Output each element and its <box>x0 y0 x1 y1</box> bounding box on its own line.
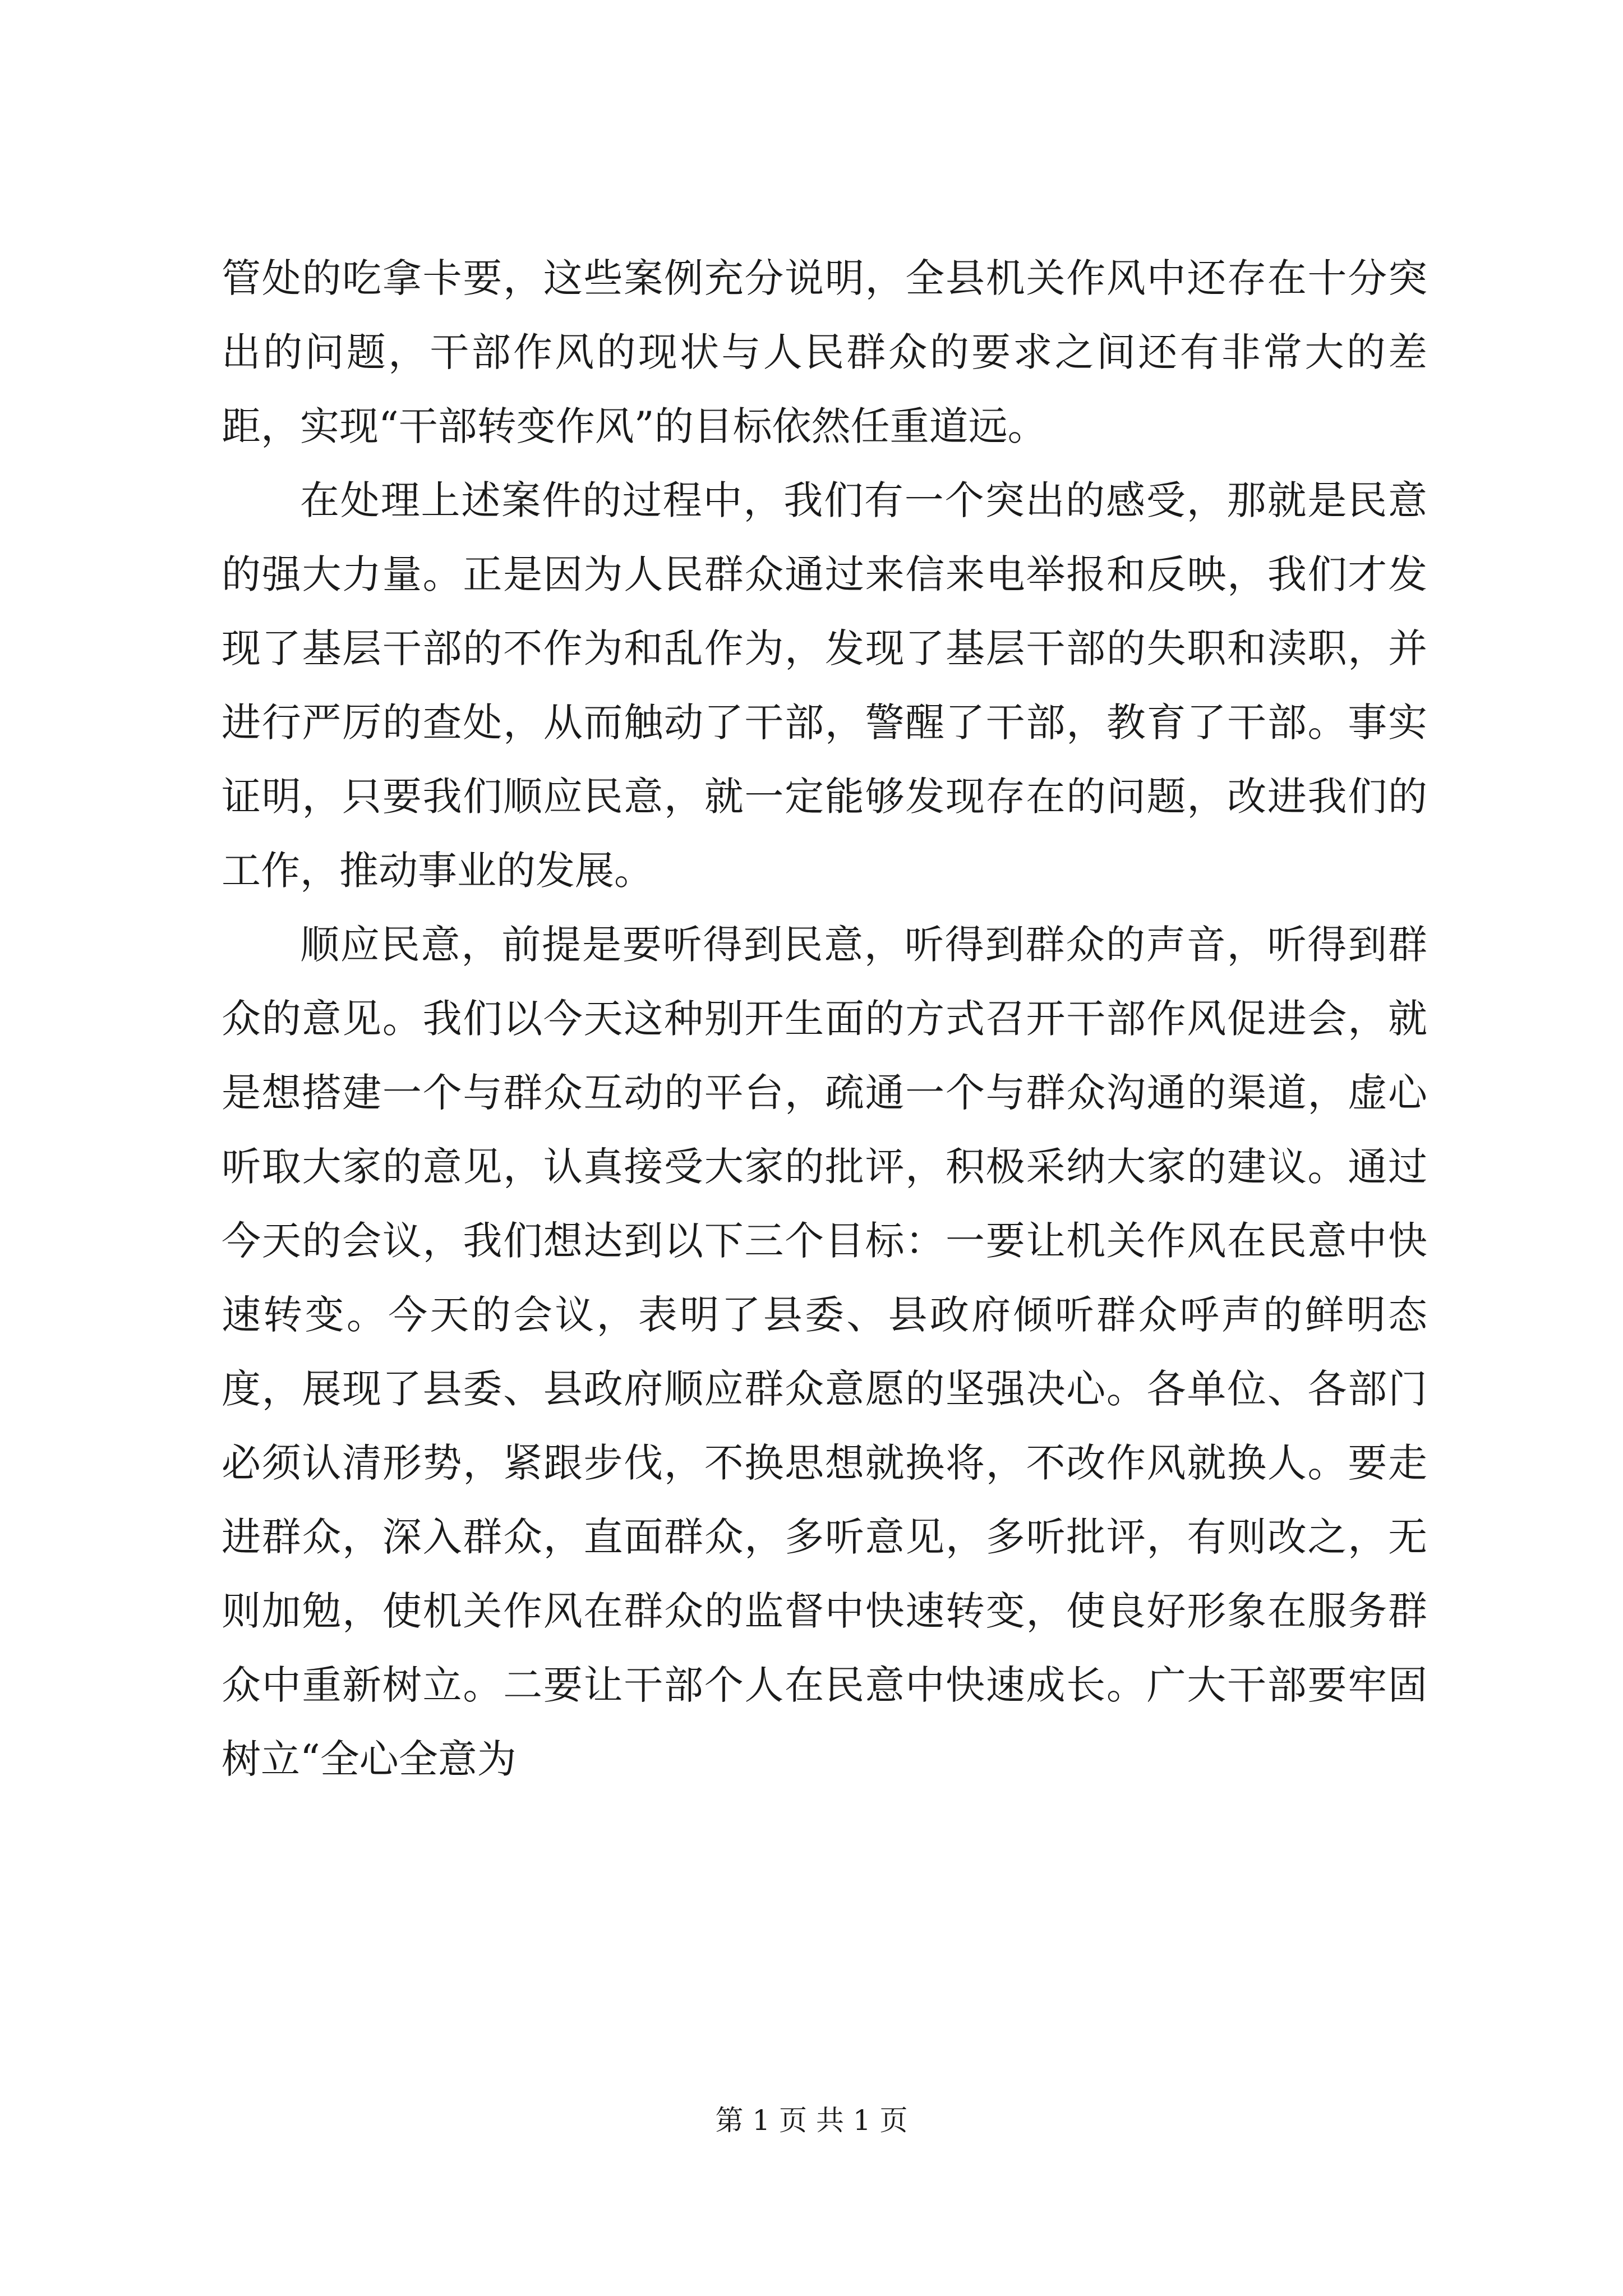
document-body <box>222 241 1427 1796</box>
paragraph: 顺应民意，前提是要听得到民意，听得到群众的声音，听得到群众的意见。我们以今天这种别开生面的方式召开干部作风促进会，就是想搭建一个与群众互动的平台，疏通一个与群众沟通的渠道，虚心听取大家的意见，认真接受大家的批评，积极采纳大家的建议。通过今天的会议，我们想达到以下三个目标：一要让机关作风在民意中快速转变。今天的会议，表明了县委、县政府倾听群众呼声的鲜明态度，展现了县委、县政府顺应群众意愿的坚强决心。各单位、各部门必须认清形势，紧跟步伐，不换思想就换将，不改作风就换人。要走进群众，深入群众，直面群众，多听意见，多听批评，有则改之，无则加勉，使机关作风在群众的监督中快速转变，使良好形象在服务群众中重新树立。二要让干部个人在民意中快速成长。广大干部要牢固树立“全心全意为 <box>222 922 1427 1782</box>
page-number-footer: 第 1 页 共 1 页 <box>715 2104 908 2137</box>
paragraph: 在处理上述案件的过程中，我们有一个突出的感受，那就是民意的强大力量。正是因为人民群众通过来信来电举报和反映，我们才发现了基层干部的不作为和乱作为，发现了基层干部的失职和渎职，并进行严厉的查处，从而触动了干部，警醒了干部，教育了干部。事实证明，只要我们顺应民意，就一定能够发现存在的问题，改进我们的工作，推动事业的发展。 <box>222 477 1427 894</box>
paragraph-continuation: 管处的吃拿卡要，这些案例充分说明，全县机关作风中还存在十分突出的问题，干部作风的现状与人民群众的要求之间还有非常大的差距，实现“干部转变作风”的目标依然任重道远。 <box>222 255 1427 449</box>
